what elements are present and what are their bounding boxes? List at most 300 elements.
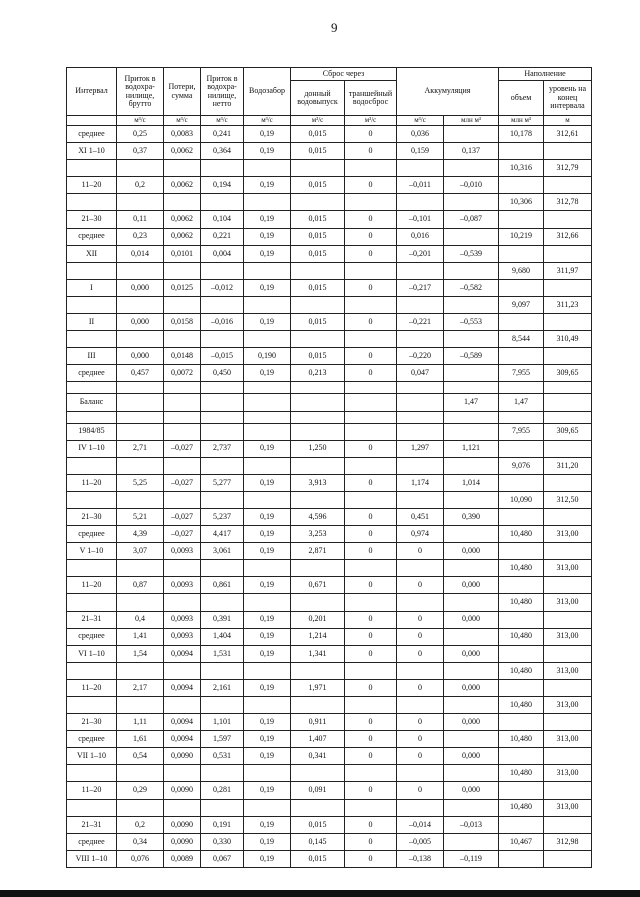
value-cell: 0,19 bbox=[244, 816, 291, 833]
value-cell: 4,596 bbox=[291, 508, 345, 525]
value-cell bbox=[345, 296, 397, 313]
value-cell bbox=[117, 697, 164, 714]
value-cell bbox=[544, 577, 592, 594]
value-cell: 0,19 bbox=[244, 245, 291, 262]
value-cell: 10,178 bbox=[499, 126, 544, 143]
table-row bbox=[67, 714, 592, 731]
unit-cell: млн м³ bbox=[499, 116, 544, 126]
value-cell bbox=[444, 331, 499, 348]
table-body bbox=[67, 126, 592, 868]
value-cell: 313,00 bbox=[544, 628, 592, 645]
value-cell: 0,0090 bbox=[164, 748, 201, 765]
value-cell bbox=[397, 560, 444, 577]
value-cell bbox=[117, 560, 164, 577]
value-cell: –0,221 bbox=[397, 314, 444, 331]
value-cell bbox=[499, 543, 544, 560]
value-cell bbox=[291, 491, 345, 508]
value-cell: 0,19 bbox=[244, 228, 291, 245]
value-cell: 0,0094 bbox=[164, 731, 201, 748]
unit-cell: м³/с bbox=[164, 116, 201, 126]
value-cell: –0,220 bbox=[397, 348, 444, 365]
value-cell bbox=[345, 662, 397, 679]
value-cell: 0,19 bbox=[244, 474, 291, 491]
value-cell bbox=[544, 143, 592, 160]
value-cell: –0,138 bbox=[397, 850, 444, 867]
value-cell bbox=[444, 411, 499, 423]
value-cell: 0,000 bbox=[117, 314, 164, 331]
value-cell bbox=[244, 262, 291, 279]
value-cell bbox=[444, 560, 499, 577]
value-cell bbox=[544, 508, 592, 525]
value-cell: 0,0062 bbox=[164, 228, 201, 245]
value-cell: 10,480 bbox=[499, 799, 544, 816]
value-cell: 3,07 bbox=[117, 543, 164, 560]
value-cell: 313,00 bbox=[544, 560, 592, 577]
value-cell: 0 bbox=[345, 611, 397, 628]
value-cell bbox=[117, 765, 164, 782]
value-cell bbox=[499, 411, 544, 423]
value-cell: 0 bbox=[397, 577, 444, 594]
value-cell: –0,012 bbox=[201, 279, 244, 296]
value-cell bbox=[397, 296, 444, 313]
value-cell bbox=[117, 296, 164, 313]
value-cell: 312,61 bbox=[544, 126, 592, 143]
value-cell: 312,78 bbox=[544, 194, 592, 211]
value-cell bbox=[164, 457, 201, 474]
value-cell: 1,54 bbox=[117, 645, 164, 662]
value-cell: 0,201 bbox=[291, 611, 345, 628]
value-cell: 311,20 bbox=[544, 457, 592, 474]
value-cell: 0,19 bbox=[244, 508, 291, 525]
value-cell: 10,316 bbox=[499, 160, 544, 177]
value-cell bbox=[499, 440, 544, 457]
interval-cell: среднее bbox=[67, 228, 117, 245]
table-row bbox=[67, 296, 592, 313]
value-cell bbox=[291, 160, 345, 177]
value-cell bbox=[444, 526, 499, 543]
value-cell bbox=[444, 382, 499, 394]
value-cell bbox=[201, 560, 244, 577]
value-cell: 2,71 bbox=[117, 440, 164, 457]
header-accumulation: Аккумуляция bbox=[397, 68, 499, 116]
value-cell: 0,19 bbox=[244, 731, 291, 748]
value-cell: 0,19 bbox=[244, 543, 291, 560]
scan-bottom-edge bbox=[0, 890, 640, 897]
value-cell: –0,589 bbox=[444, 348, 499, 365]
value-cell: –0,027 bbox=[164, 474, 201, 491]
value-cell: 2,737 bbox=[201, 440, 244, 457]
value-cell: 0,0090 bbox=[164, 833, 201, 850]
value-cell: 0,015 bbox=[291, 211, 345, 228]
table-row bbox=[67, 440, 592, 457]
value-cell: 0 bbox=[345, 833, 397, 850]
value-cell bbox=[544, 611, 592, 628]
table-row bbox=[67, 365, 592, 382]
table-row bbox=[67, 177, 592, 194]
value-cell: 0,015 bbox=[291, 348, 345, 365]
value-cell bbox=[444, 491, 499, 508]
value-cell bbox=[117, 662, 164, 679]
value-cell bbox=[244, 394, 291, 411]
value-cell bbox=[244, 765, 291, 782]
units-row bbox=[67, 116, 592, 126]
value-cell: 0,145 bbox=[291, 833, 345, 850]
interval-cell bbox=[67, 765, 117, 782]
table-row bbox=[67, 348, 592, 365]
value-cell bbox=[201, 331, 244, 348]
value-cell: 0 bbox=[397, 645, 444, 662]
value-cell bbox=[544, 645, 592, 662]
header-trench-spillway: траншейный водосброс bbox=[345, 81, 397, 116]
value-cell bbox=[544, 411, 592, 423]
value-cell: 0,000 bbox=[444, 679, 499, 696]
value-cell bbox=[201, 491, 244, 508]
value-cell bbox=[345, 457, 397, 474]
value-cell: 313,00 bbox=[544, 662, 592, 679]
value-cell bbox=[291, 560, 345, 577]
value-cell: 5,21 bbox=[117, 508, 164, 525]
value-cell bbox=[164, 662, 201, 679]
value-cell: 0 bbox=[345, 679, 397, 696]
value-cell: 0,19 bbox=[244, 645, 291, 662]
value-cell: 0,159 bbox=[397, 143, 444, 160]
value-cell: 0,015 bbox=[291, 228, 345, 245]
interval-cell: I bbox=[67, 279, 117, 296]
value-cell bbox=[291, 394, 345, 411]
header-losses: Потери, сумма bbox=[164, 68, 201, 116]
header-level-end: уровень на конец интервала bbox=[544, 81, 592, 116]
value-cell bbox=[291, 331, 345, 348]
interval-cell: 1984/85 bbox=[67, 423, 117, 440]
table-row bbox=[67, 628, 592, 645]
value-cell bbox=[499, 211, 544, 228]
value-cell: –0,087 bbox=[444, 211, 499, 228]
value-cell: 0 bbox=[345, 228, 397, 245]
value-cell bbox=[345, 560, 397, 577]
value-cell bbox=[444, 628, 499, 645]
value-cell: 0,390 bbox=[444, 508, 499, 525]
value-cell bbox=[291, 262, 345, 279]
value-cell: 313,00 bbox=[544, 697, 592, 714]
value-cell: 10,480 bbox=[499, 628, 544, 645]
value-cell: 0 bbox=[345, 126, 397, 143]
value-cell bbox=[201, 594, 244, 611]
value-cell: 0,0093 bbox=[164, 543, 201, 560]
value-cell: 0 bbox=[345, 714, 397, 731]
value-cell: 10,219 bbox=[499, 228, 544, 245]
value-cell: 0,000 bbox=[117, 348, 164, 365]
interval-cell: II bbox=[67, 314, 117, 331]
value-cell bbox=[164, 697, 201, 714]
value-cell: 0,091 bbox=[291, 782, 345, 799]
value-cell bbox=[244, 423, 291, 440]
value-cell: 1,61 bbox=[117, 731, 164, 748]
value-cell: 5,25 bbox=[117, 474, 164, 491]
value-cell bbox=[444, 126, 499, 143]
interval-cell: XII bbox=[67, 245, 117, 262]
value-cell: 10,480 bbox=[499, 526, 544, 543]
value-cell: 5,237 bbox=[201, 508, 244, 525]
value-cell bbox=[201, 423, 244, 440]
value-cell: 0,0148 bbox=[164, 348, 201, 365]
table-row bbox=[67, 611, 592, 628]
value-cell: 0,0093 bbox=[164, 611, 201, 628]
value-cell bbox=[291, 765, 345, 782]
value-cell: 1,47 bbox=[499, 394, 544, 411]
value-cell: 0,25 bbox=[117, 126, 164, 143]
table-row bbox=[67, 748, 592, 765]
value-cell: 0 bbox=[397, 611, 444, 628]
table-row bbox=[67, 262, 592, 279]
value-cell: 0 bbox=[345, 782, 397, 799]
value-cell bbox=[291, 296, 345, 313]
value-cell bbox=[117, 194, 164, 211]
value-cell: 0,213 bbox=[291, 365, 345, 382]
value-cell bbox=[444, 365, 499, 382]
value-cell: 0,015 bbox=[291, 314, 345, 331]
value-cell bbox=[444, 296, 499, 313]
value-cell: 0,015 bbox=[291, 143, 345, 160]
value-cell: 0,000 bbox=[444, 577, 499, 594]
value-cell: 0,221 bbox=[201, 228, 244, 245]
value-cell: 0,015 bbox=[291, 245, 345, 262]
value-cell: 9,076 bbox=[499, 457, 544, 474]
value-cell: 0,19 bbox=[244, 126, 291, 143]
header-inflow-gross: Приток в водохра-нилище, брутто bbox=[117, 68, 164, 116]
interval-cell: 21–30 bbox=[67, 211, 117, 228]
value-cell: 312,98 bbox=[544, 833, 592, 850]
value-cell: 0,190 bbox=[244, 348, 291, 365]
value-cell bbox=[117, 394, 164, 411]
value-cell bbox=[164, 394, 201, 411]
value-cell: 10,467 bbox=[499, 833, 544, 850]
value-cell bbox=[244, 799, 291, 816]
value-cell bbox=[244, 491, 291, 508]
value-cell bbox=[244, 194, 291, 211]
value-cell: 7,955 bbox=[499, 423, 544, 440]
value-cell: 4,39 bbox=[117, 526, 164, 543]
value-cell: 0,0062 bbox=[164, 177, 201, 194]
value-cell bbox=[345, 765, 397, 782]
value-cell bbox=[444, 423, 499, 440]
value-cell bbox=[499, 348, 544, 365]
value-cell: 0 bbox=[345, 365, 397, 382]
value-cell: 0,000 bbox=[444, 543, 499, 560]
unit-cell: м³/с bbox=[244, 116, 291, 126]
value-cell: 0,015 bbox=[291, 279, 345, 296]
value-cell bbox=[345, 262, 397, 279]
value-cell bbox=[244, 296, 291, 313]
table-row bbox=[67, 474, 592, 491]
value-cell bbox=[201, 662, 244, 679]
table-row bbox=[67, 457, 592, 474]
value-cell: 0,194 bbox=[201, 177, 244, 194]
interval-cell bbox=[67, 331, 117, 348]
value-cell: 1,174 bbox=[397, 474, 444, 491]
value-cell: 2,161 bbox=[201, 679, 244, 696]
interval-cell: среднее bbox=[67, 833, 117, 850]
table-row bbox=[67, 662, 592, 679]
value-cell: 0 bbox=[345, 440, 397, 457]
value-cell bbox=[544, 748, 592, 765]
value-cell: 0 bbox=[345, 628, 397, 645]
value-cell bbox=[397, 411, 444, 423]
table-row bbox=[67, 526, 592, 543]
value-cell bbox=[164, 594, 201, 611]
value-cell bbox=[544, 177, 592, 194]
value-cell: 0,0090 bbox=[164, 782, 201, 799]
value-cell bbox=[444, 799, 499, 816]
value-cell bbox=[201, 262, 244, 279]
value-cell bbox=[291, 382, 345, 394]
value-cell bbox=[345, 382, 397, 394]
interval-cell bbox=[67, 194, 117, 211]
value-cell bbox=[291, 457, 345, 474]
value-cell: 1,121 bbox=[444, 440, 499, 457]
interval-cell: VII 1–10 bbox=[67, 748, 117, 765]
value-cell bbox=[244, 594, 291, 611]
table-row bbox=[67, 491, 592, 508]
value-cell: 0,104 bbox=[201, 211, 244, 228]
value-cell: 311,23 bbox=[544, 296, 592, 313]
value-cell: 0,19 bbox=[244, 628, 291, 645]
table-row bbox=[67, 594, 592, 611]
value-cell: 0,23 bbox=[117, 228, 164, 245]
interval-cell: 11–20 bbox=[67, 679, 117, 696]
value-cell: 0,911 bbox=[291, 714, 345, 731]
value-cell: –0,027 bbox=[164, 440, 201, 457]
interval-cell: среднее bbox=[67, 731, 117, 748]
value-cell: 0,19 bbox=[244, 314, 291, 331]
value-cell: 309,65 bbox=[544, 423, 592, 440]
value-cell: 0 bbox=[345, 577, 397, 594]
value-cell bbox=[499, 508, 544, 525]
value-cell: 7,955 bbox=[499, 365, 544, 382]
value-cell: 1,11 bbox=[117, 714, 164, 731]
value-cell bbox=[201, 799, 244, 816]
value-cell: 1,41 bbox=[117, 628, 164, 645]
value-cell: 0 bbox=[397, 782, 444, 799]
value-cell: 0 bbox=[345, 245, 397, 262]
value-cell: 0 bbox=[345, 526, 397, 543]
value-cell bbox=[201, 457, 244, 474]
value-cell bbox=[397, 457, 444, 474]
value-cell bbox=[499, 714, 544, 731]
value-cell: 309,65 bbox=[544, 365, 592, 382]
header-bottom-outlet: донный водовыпуск bbox=[291, 81, 345, 116]
value-cell: 0,000 bbox=[444, 782, 499, 799]
value-cell: 0,364 bbox=[201, 143, 244, 160]
value-cell bbox=[291, 697, 345, 714]
value-cell: 0,19 bbox=[244, 611, 291, 628]
value-cell: –0,101 bbox=[397, 211, 444, 228]
value-cell bbox=[244, 331, 291, 348]
unit-interval bbox=[67, 116, 117, 126]
value-cell: 10,480 bbox=[499, 697, 544, 714]
value-cell: 0,036 bbox=[397, 126, 444, 143]
table-row bbox=[67, 411, 592, 423]
value-cell: 0,19 bbox=[244, 177, 291, 194]
interval-cell: 21–30 bbox=[67, 508, 117, 525]
value-cell bbox=[164, 194, 201, 211]
value-cell bbox=[345, 594, 397, 611]
value-cell: 10,090 bbox=[499, 491, 544, 508]
value-cell bbox=[499, 782, 544, 799]
value-cell bbox=[164, 799, 201, 816]
value-cell bbox=[117, 423, 164, 440]
value-cell: 0,19 bbox=[244, 782, 291, 799]
value-cell: 0,861 bbox=[201, 577, 244, 594]
unit-cell: м³/с bbox=[397, 116, 444, 126]
value-cell bbox=[499, 382, 544, 394]
value-cell: –0,217 bbox=[397, 279, 444, 296]
value-cell: 0,076 bbox=[117, 850, 164, 867]
value-cell: 0,000 bbox=[444, 645, 499, 662]
table-row bbox=[67, 382, 592, 394]
value-cell: 0,004 bbox=[201, 245, 244, 262]
value-cell bbox=[291, 194, 345, 211]
value-cell bbox=[499, 279, 544, 296]
value-cell: 1,47 bbox=[444, 394, 499, 411]
interval-cell: 11–20 bbox=[67, 474, 117, 491]
value-cell: 0 bbox=[345, 816, 397, 833]
value-cell: 0,000 bbox=[117, 279, 164, 296]
value-cell: 0,19 bbox=[244, 748, 291, 765]
value-cell: 2,17 bbox=[117, 679, 164, 696]
value-cell bbox=[544, 679, 592, 696]
table-row bbox=[67, 799, 592, 816]
interval-cell bbox=[67, 457, 117, 474]
value-cell: –0,010 bbox=[444, 177, 499, 194]
value-cell bbox=[291, 423, 345, 440]
value-cell bbox=[499, 245, 544, 262]
value-cell bbox=[444, 228, 499, 245]
value-cell: 0 bbox=[345, 731, 397, 748]
value-cell bbox=[544, 314, 592, 331]
table-row bbox=[67, 228, 592, 245]
header-intake: Водозабор bbox=[244, 68, 291, 116]
table-row bbox=[67, 816, 592, 833]
value-cell: 0,015 bbox=[291, 850, 345, 867]
value-cell bbox=[444, 194, 499, 211]
value-cell: 311,97 bbox=[544, 262, 592, 279]
value-cell: 1,014 bbox=[444, 474, 499, 491]
interval-cell: 11–20 bbox=[67, 577, 117, 594]
value-cell: –0,011 bbox=[397, 177, 444, 194]
value-cell: 312,66 bbox=[544, 228, 592, 245]
value-cell bbox=[499, 314, 544, 331]
value-cell: 0 bbox=[397, 679, 444, 696]
table-row bbox=[67, 331, 592, 348]
value-cell bbox=[345, 799, 397, 816]
value-cell bbox=[244, 560, 291, 577]
value-cell: 0,067 bbox=[201, 850, 244, 867]
value-cell: 0,19 bbox=[244, 143, 291, 160]
value-cell: 1,250 bbox=[291, 440, 345, 457]
value-cell: 0,671 bbox=[291, 577, 345, 594]
value-cell bbox=[164, 765, 201, 782]
unit-cell: м³/с bbox=[291, 116, 345, 126]
value-cell: 0,19 bbox=[244, 714, 291, 731]
value-cell: 0 bbox=[345, 314, 397, 331]
value-cell: –0,016 bbox=[201, 314, 244, 331]
unit-cell: м³/с bbox=[345, 116, 397, 126]
value-cell bbox=[201, 296, 244, 313]
unit-cell: м³/с bbox=[117, 116, 164, 126]
value-cell: 0,330 bbox=[201, 833, 244, 850]
value-cell bbox=[544, 382, 592, 394]
value-cell: 0,0083 bbox=[164, 126, 201, 143]
